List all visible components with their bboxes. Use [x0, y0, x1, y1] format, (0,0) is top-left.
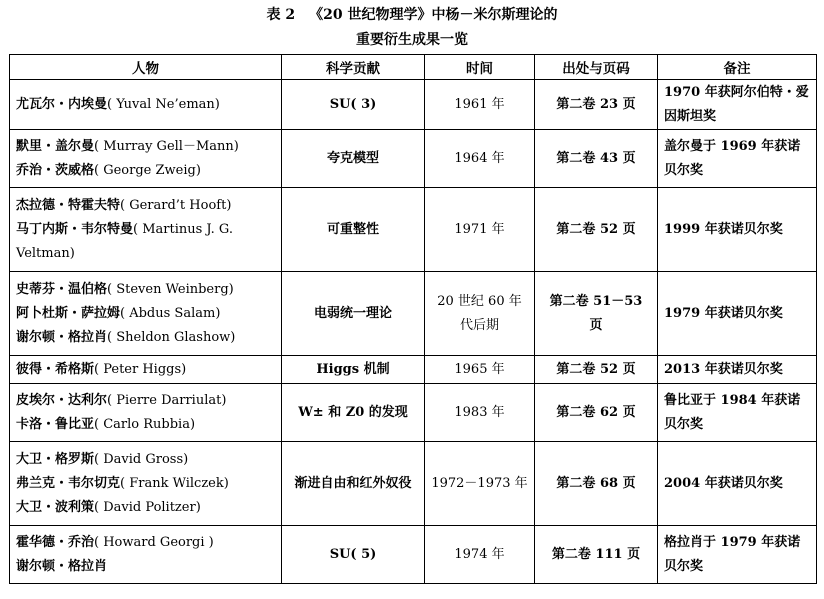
header-people: 人物 — [10, 55, 282, 80]
person-name-zh: 阿卜杜斯・萨拉姆 — [16, 305, 121, 321]
time-cell: 1971 年 — [425, 188, 535, 272]
person-line — [16, 278, 275, 302]
person-name-en: Veltman) — [16, 245, 75, 261]
person-name-zh: 皮埃尔・达利尔 — [16, 392, 108, 408]
note-cell: 1999 年获诺贝尔奖 — [658, 188, 817, 272]
person-name-zh: 谢尔顿・格拉肖 — [16, 329, 108, 345]
time-cell: 1965 年 — [425, 356, 535, 384]
person-name-en: ( Howard Georgi ) — [94, 534, 214, 550]
time-cell: 1964 年 — [425, 130, 535, 188]
table-header-row — [10, 55, 817, 80]
person-line — [16, 326, 275, 350]
person-line — [16, 472, 275, 496]
people-cell — [10, 188, 282, 272]
time-cell: 1974 年 — [425, 526, 535, 584]
table-row — [10, 384, 817, 442]
achievements-table — [9, 54, 817, 584]
person-name-en: ( Gerard’t Hooft) — [120, 197, 232, 213]
source-cell: 第二卷 52 页 — [535, 188, 658, 272]
person-line — [16, 218, 275, 242]
table-row — [10, 130, 817, 188]
time-cell: 1972－1973 年 — [425, 442, 535, 526]
people-cell — [10, 384, 282, 442]
source-cell: 第二卷 68 页 — [535, 442, 658, 526]
note-cell: 1979 年获诺贝尔奖 — [658, 272, 817, 356]
header-source: 出处与页码 — [535, 55, 658, 80]
person-line — [16, 194, 275, 218]
people-cell — [10, 130, 282, 188]
table-label: 表 2 — [266, 7, 296, 23]
person-line — [16, 448, 275, 472]
note-cell: 2004 年获诺贝尔奖 — [658, 442, 817, 526]
person-name-en: ( Sheldon Glashow) — [107, 329, 236, 345]
person-line — [16, 135, 275, 159]
table-row — [10, 80, 817, 130]
note-cell: 盖尔曼于 1969 年获诺贝尔奖 — [658, 130, 817, 188]
people-cell — [10, 442, 282, 526]
note-cell: 鲁比亚于 1984 年获诺贝尔奖 — [658, 384, 817, 442]
person-name-zh: 杰拉德・特霍夫特 — [16, 197, 121, 213]
table-row — [10, 442, 817, 526]
people-cell — [10, 356, 282, 384]
person-name-zh: 大卫・格罗斯 — [16, 451, 95, 467]
people-cell — [10, 272, 282, 356]
person-line — [16, 413, 275, 437]
source-cell: 第二卷 51－53 页 — [535, 272, 658, 356]
contribution-cell: 电弱统一理论 — [282, 272, 425, 356]
person-name-zh: 霍华德・乔治 — [16, 534, 95, 550]
person-name-en: ( Yuval Ne’eman) — [107, 96, 220, 112]
contribution-cell: 渐进自由和红外奴役 — [282, 442, 425, 526]
person-line — [16, 358, 275, 382]
person-name-en: ( Steven Weinberg) — [107, 281, 234, 297]
person-name-en: ( Frank Wilczek) — [120, 475, 229, 491]
people-cell — [10, 526, 282, 584]
note-cell: 1970 年获阿尔伯特・爱因斯坦奖 — [658, 80, 817, 130]
table-caption-line1 — [0, 6, 824, 24]
person-line — [16, 93, 275, 117]
table-body — [10, 80, 817, 584]
header-contribution: 科学贡献 — [282, 55, 425, 80]
time-cell: 20 世纪 60 年代后期 — [425, 272, 535, 356]
person-line — [16, 389, 275, 413]
person-name-zh: 弗兰克・韦尔切克 — [16, 475, 121, 491]
person-line — [16, 555, 275, 579]
person-line — [16, 496, 275, 520]
person-name-zh: 马丁内斯・韦尔特曼 — [16, 221, 134, 237]
note-cell: 2013 年获诺贝尔奖 — [658, 356, 817, 384]
table-row — [10, 188, 817, 272]
contribution-cell: W± 和 Z0 的发现 — [282, 384, 425, 442]
person-name-en: ( Pierre Darriulat) — [107, 392, 227, 408]
person-name-zh: 尤瓦尔・内埃曼 — [16, 96, 108, 112]
contribution-cell: 可重整性 — [282, 188, 425, 272]
header-note: 备注 — [658, 55, 817, 80]
header-time: 时间 — [425, 55, 535, 80]
source-cell: 第二卷 23 页 — [535, 80, 658, 130]
table-row — [10, 526, 817, 584]
person-name-en: ( Peter Higgs) — [94, 361, 187, 377]
person-name-en: ( Murray Gell－Mann) — [94, 138, 239, 154]
contribution-cell: SU( 3) — [282, 80, 425, 130]
person-name-en: ( George Zweig) — [94, 162, 201, 178]
table-title-line2: 重要衍生成果一览 — [356, 32, 468, 48]
contribution-cell: 夸克模型 — [282, 130, 425, 188]
table-row — [10, 272, 817, 356]
source-cell: 第二卷 62 页 — [535, 384, 658, 442]
person-name-en: ( Abdus Salam) — [120, 305, 221, 321]
person-line — [16, 159, 275, 183]
contribution-cell: Higgs 机制 — [282, 356, 425, 384]
table-title-line1: 《20 世纪物理学》中杨－米尔斯理论的 — [309, 7, 558, 23]
person-name-zh: 默里・盖尔曼 — [16, 138, 95, 154]
note-cell: 格拉肖于 1979 年获诺贝尔奖 — [658, 526, 817, 584]
person-name-zh: 彼得・希格斯 — [16, 361, 95, 377]
people-cell — [10, 80, 282, 130]
table-row — [10, 356, 817, 384]
person-name-en: ( David Gross) — [94, 451, 189, 467]
person-line — [16, 302, 275, 326]
person-name-en: ( Carlo Rubbia) — [94, 416, 196, 432]
person-name-en: ( Martinus J. G. — [133, 221, 233, 237]
source-cell: 第二卷 52 页 — [535, 356, 658, 384]
person-name-zh: 谢尔顿・格拉肖 — [16, 558, 108, 574]
person-name-zh: 史蒂芬・温伯格 — [16, 281, 108, 297]
source-cell: 第二卷 43 页 — [535, 130, 658, 188]
time-cell: 1961 年 — [425, 80, 535, 130]
person-line — [16, 531, 275, 555]
person-name-zh: 卡洛・鲁比亚 — [16, 416, 95, 432]
time-cell: 1983 年 — [425, 384, 535, 442]
person-name-zh: 乔治・茨威格 — [16, 162, 95, 178]
person-name-en: ( David Politzer) — [94, 499, 201, 515]
person-line — [16, 242, 275, 266]
person-name-zh: 大卫・波利策 — [16, 499, 95, 515]
contribution-cell: SU( 5) — [282, 526, 425, 584]
source-cell: 第二卷 111 页 — [535, 526, 658, 584]
